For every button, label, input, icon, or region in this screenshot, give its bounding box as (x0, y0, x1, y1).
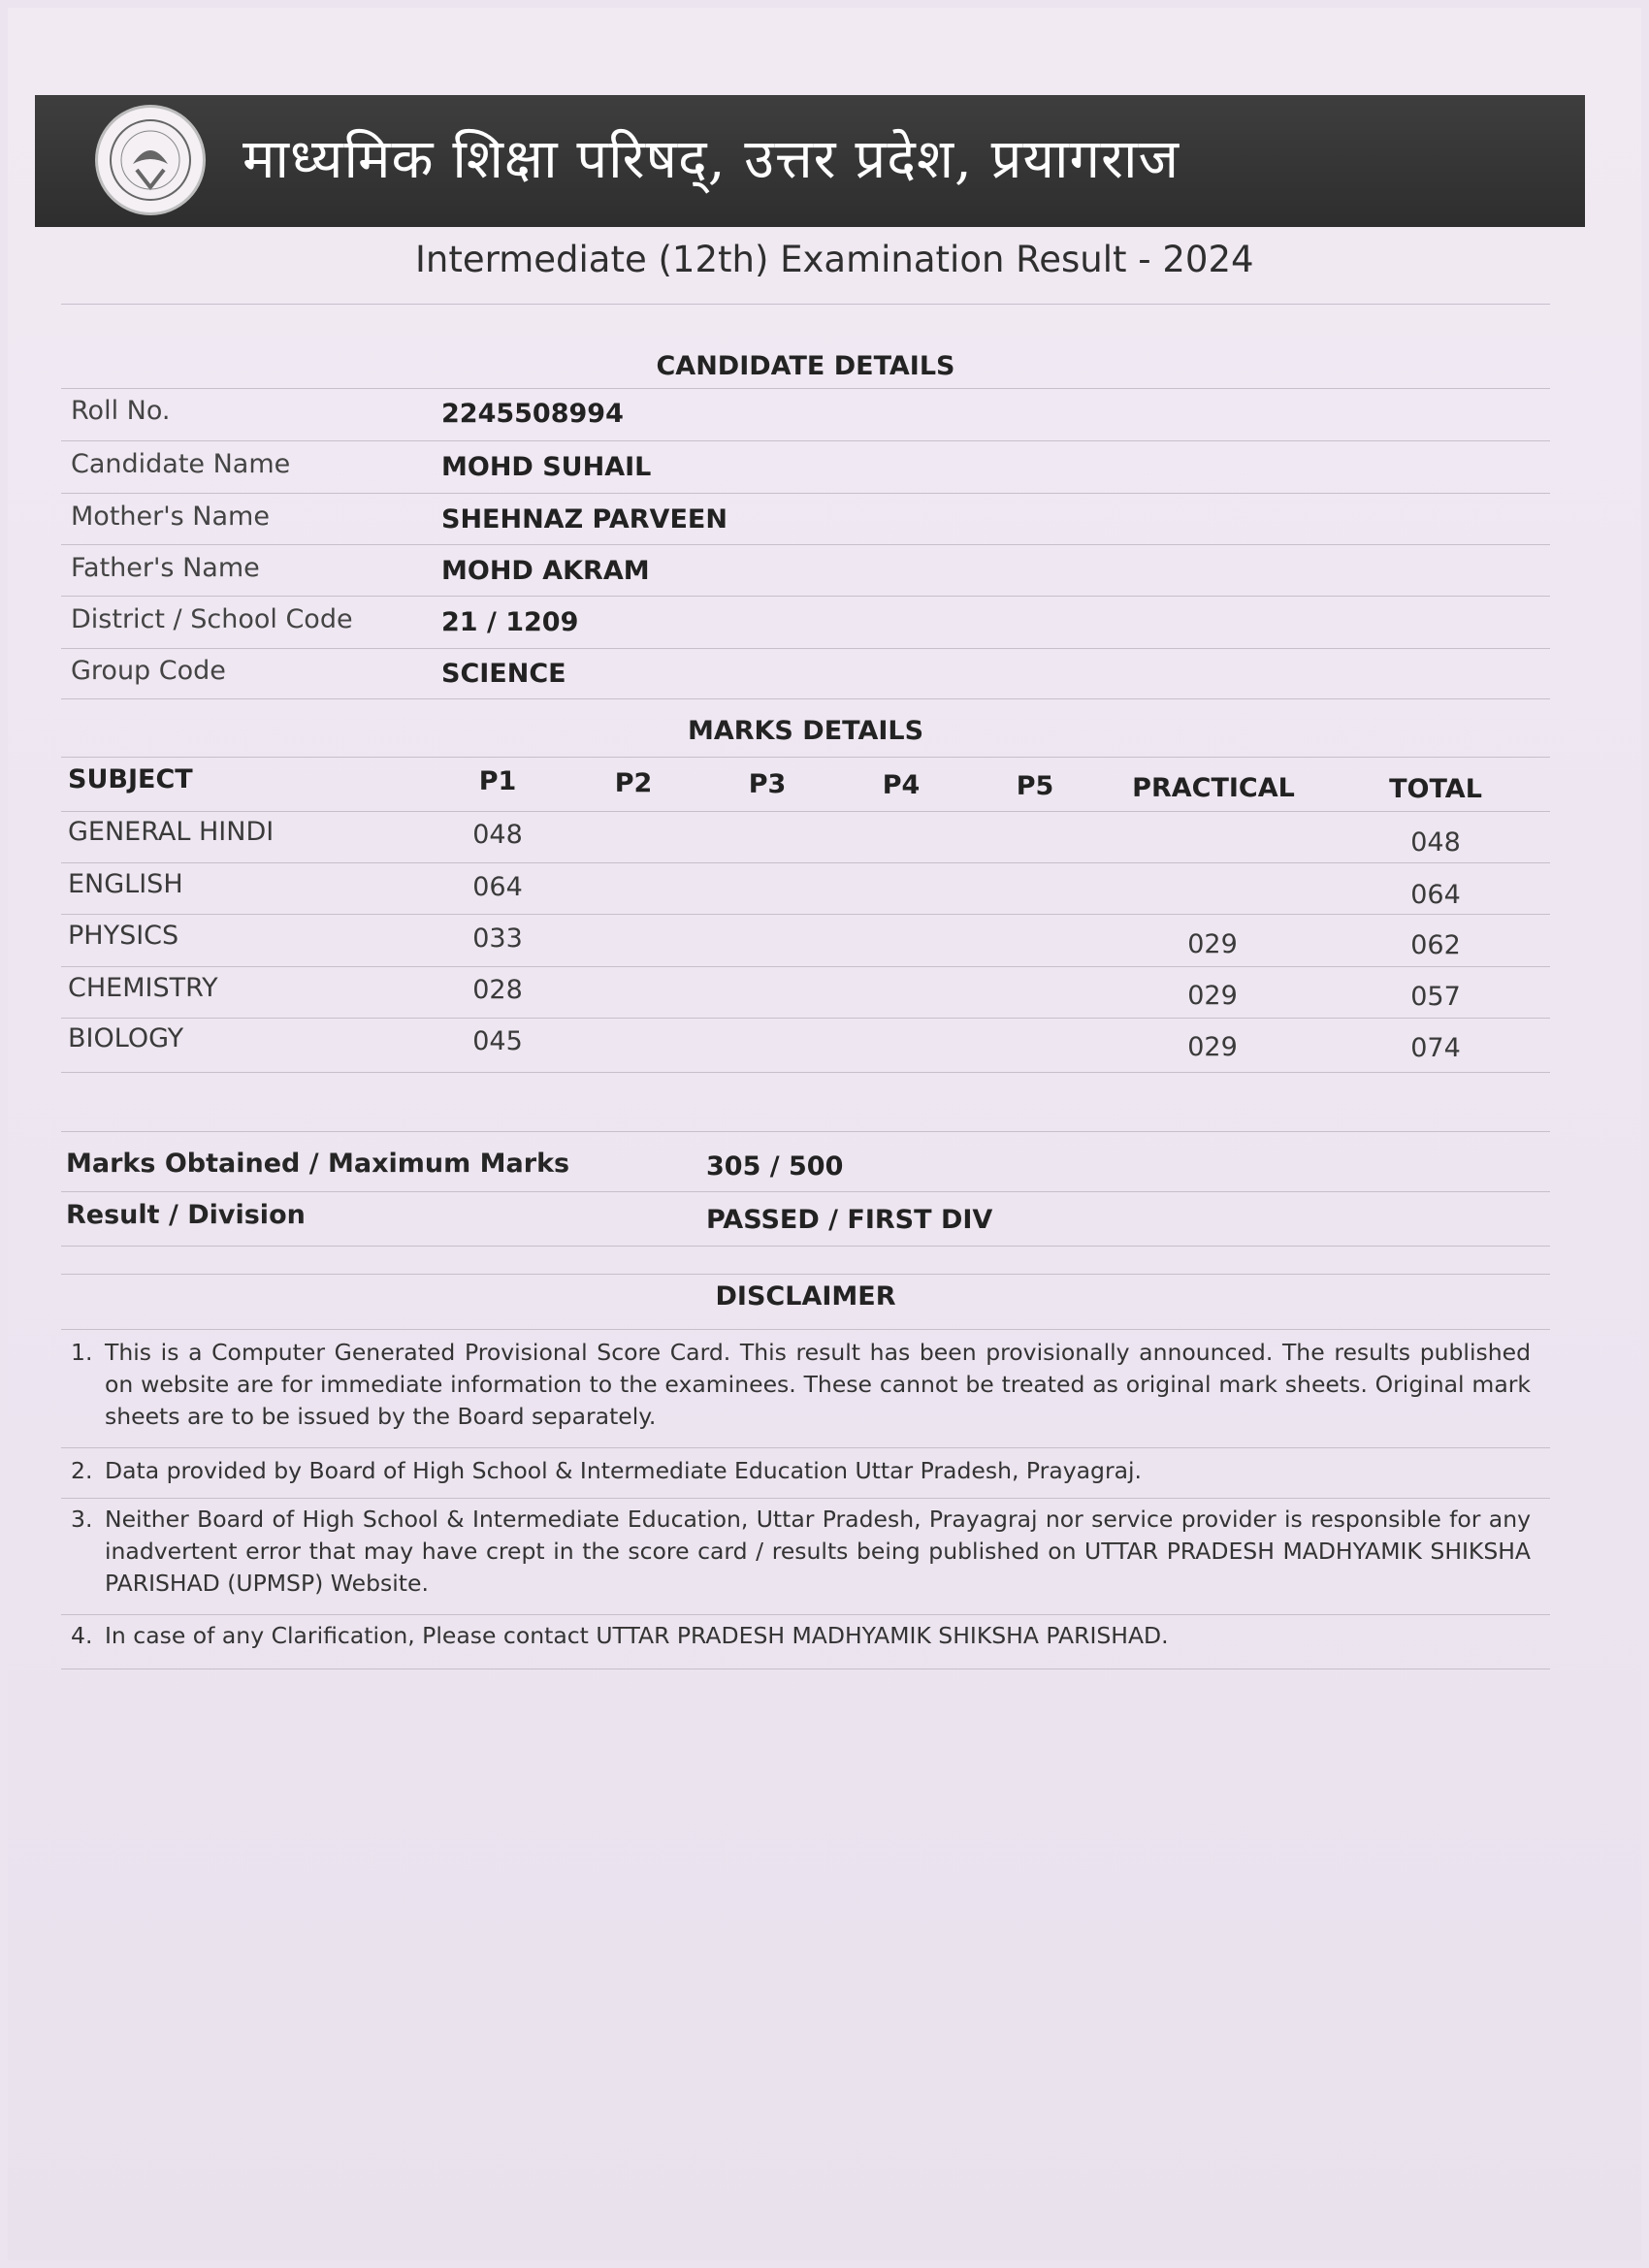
roll-no-label: Roll No. (71, 396, 171, 426)
p1-cell: 033 (472, 923, 523, 954)
marks-obtained-value: 305 / 500 (706, 1151, 844, 1182)
disclaimer-item: 3. Neither Board of High School & Intermediate Education, Uttar Pradesh, Prayagraj nor service provider is responsible for any inadvertent error that may have crept in the score card / results being published on UTTAR PRADESH MADHYAMIK SHIKSHA PARISHAD (UPMSP) Website. (71, 1506, 1531, 1597)
column-header-p5: P5 (1016, 771, 1054, 801)
p1-cell: 048 (472, 820, 523, 850)
total-cell: 064 (1410, 880, 1461, 910)
subject-cell: CHEMISTRY (68, 973, 218, 1003)
result-division-label: Result / Division (66, 1200, 306, 1230)
p1-cell: 045 (472, 1026, 523, 1056)
practical-cell: 029 (1187, 1032, 1238, 1062)
column-header-subject: SUBJECT (68, 764, 193, 794)
roll-no-value: 2245508994 (441, 399, 624, 429)
total-cell: 074 (1410, 1033, 1461, 1063)
district-school-code-label: District / School Code (71, 604, 353, 634)
subject-cell: ENGLISH (68, 869, 183, 899)
result-sheet (8, 8, 1641, 2260)
subject-cell: BIOLOGY (68, 1023, 184, 1053)
district-school-code-value: 21 / 1209 (441, 607, 579, 637)
total-cell: 062 (1410, 930, 1461, 960)
subject-cell: PHYSICS (68, 921, 179, 951)
board-name: माध्यमिक शिक्षा परिषद्, उत्तर प्रदेश, प्रयागराज (242, 128, 1180, 191)
mother-name-value: SHEHNAZ PARVEEN (441, 504, 728, 535)
result-division-value: PASSED / FIRST DIV (706, 1205, 993, 1235)
p1-cell: 028 (472, 975, 523, 1005)
father-name-value: MOHD AKRAM (441, 556, 650, 586)
column-header-p2: P2 (614, 768, 653, 798)
practical-cell: 029 (1187, 981, 1238, 1011)
column-header-practical: PRACTICAL (1132, 773, 1295, 803)
disclaimer-item: 4. In case of any Clarification, Please contact UTTAR PRADESH MADHYAMIK SHIKSHA PARISHAD. (71, 1622, 1169, 1649)
total-cell: 057 (1410, 982, 1461, 1012)
marks-details-heading: MARKS DETAILS (687, 716, 924, 746)
practical-cell: 029 (1187, 929, 1238, 959)
marks-obtained-label: Marks Obtained / Maximum Marks (66, 1149, 570, 1179)
group-code-label: Group Code (71, 656, 226, 686)
p1-cell: 064 (472, 872, 523, 902)
board-banner (35, 95, 1585, 227)
disclaimer-heading: DISCLAIMER (715, 1281, 896, 1312)
candidate-name-label: Candidate Name (71, 449, 291, 479)
up-government-emblem-icon (95, 105, 206, 215)
column-header-p1: P1 (478, 766, 517, 796)
disclaimer-item: 1. This is a Computer Generated Provisional Score Card. This result has been provisionally announced. The results published on website are for immediate information to the examinees. These cannot be treated as original mark sheets. Original mark sheets are to be issued by the Board separately. (71, 1339, 1531, 1430)
total-cell: 048 (1410, 827, 1461, 858)
candidate-details-heading: CANDIDATE DETAILS (656, 351, 955, 381)
father-name-label: Father's Name (71, 553, 260, 583)
column-header-total: TOTAL (1389, 774, 1482, 804)
candidate-name-value: MOHD SUHAIL (441, 452, 652, 482)
mother-name-label: Mother's Name (71, 502, 270, 532)
disclaimer-item: 2. Data provided by Board of High School & Intermediate Education Uttar Pradesh, Prayagraj. (71, 1457, 1143, 1484)
group-code-value: SCIENCE (441, 659, 566, 689)
column-header-p4: P4 (882, 770, 921, 800)
column-header-p3: P3 (748, 769, 787, 799)
subject-cell: GENERAL HINDI (68, 817, 275, 847)
exam-title: Intermediate (12th) Examination Result - 2024 (415, 239, 1254, 280)
